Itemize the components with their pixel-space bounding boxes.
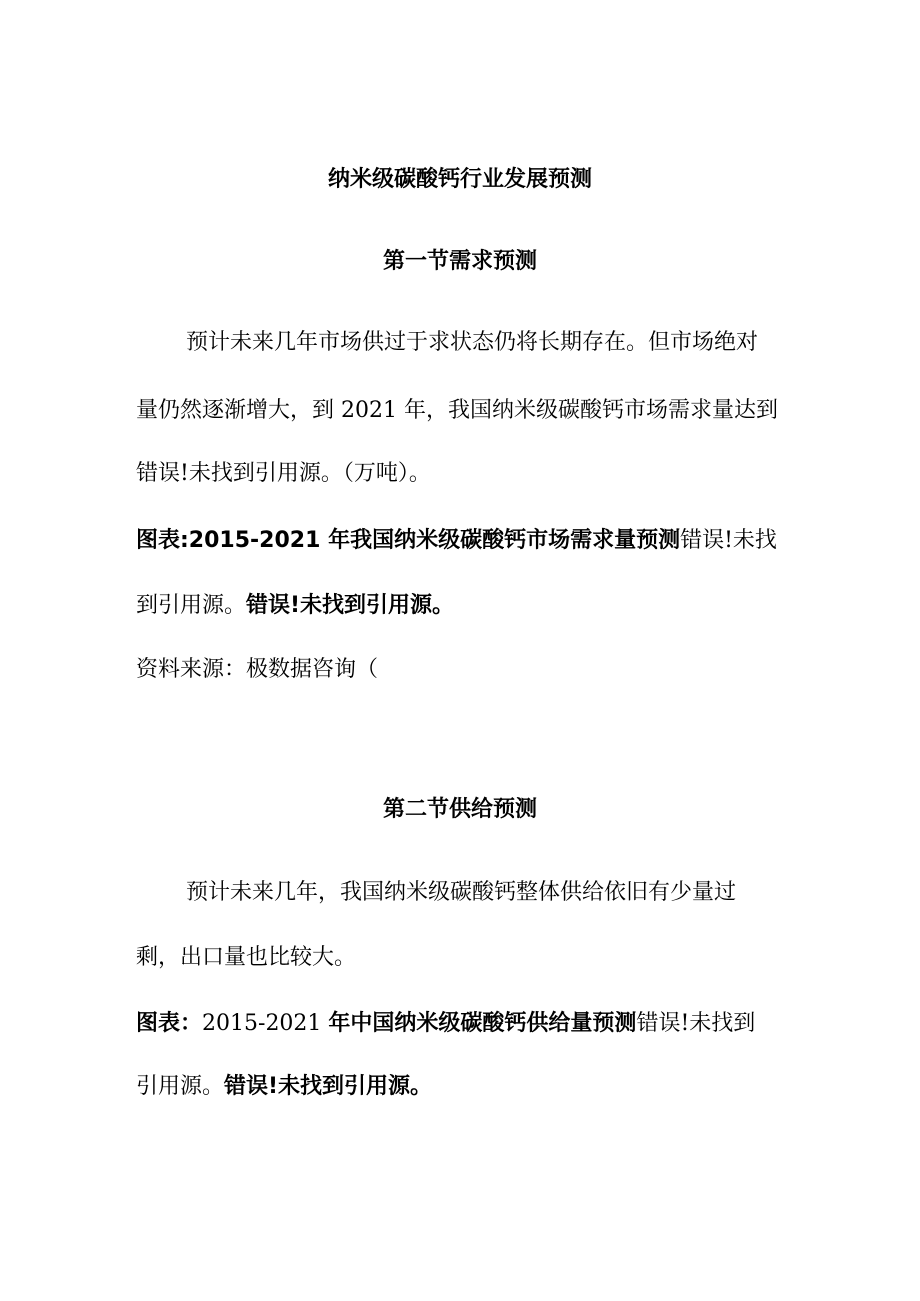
reference-error: 错误!未找到 bbox=[636, 1011, 756, 1036]
reference-error: 错误!未找 bbox=[680, 528, 777, 553]
reference-error-bold: 错误!未找到引用源。 bbox=[224, 1074, 433, 1099]
figure-caption-supply bbox=[136, 1010, 796, 1038]
figure-caption-supply-cont bbox=[136, 1073, 796, 1101]
paragraph-line: 错误!未找到引用源。（万吨）。 bbox=[136, 461, 431, 486]
figure-title: 年我国纳米级碳酸钙市场需求量预测 bbox=[328, 528, 681, 553]
paragraph-line: 量仍然逐渐增大，到 2021 年，我国纳米级碳酸钙市场需求量达到 bbox=[136, 398, 778, 423]
figure-label: 图表： bbox=[136, 1011, 203, 1036]
section-heading-demand: 第一节需求预测 bbox=[382, 249, 537, 274]
paragraph-line: 预计未来几年市场供过于求状态仍将长期存在。但市场绝对 bbox=[186, 330, 759, 355]
paragraph-line: 预计未来几年，我国纳米级碳酸钙整体供给依旧有少量过 bbox=[186, 880, 737, 905]
reference-error-bold: 错误!未找到引用源。 bbox=[246, 593, 455, 618]
figure-title: 年中国纳米级碳酸钙供给量预测 bbox=[328, 1011, 637, 1036]
source-note: 资料来源：极数据咨询（ bbox=[136, 657, 379, 682]
reference-error: 到引用源。 bbox=[136, 593, 247, 618]
figure-caption-demand-cont bbox=[136, 592, 796, 620]
document-title: 纳米级碳酸钙行业发展预测 bbox=[327, 167, 592, 192]
figure-label: 图表:2015-2021 bbox=[136, 528, 329, 553]
section-heading-supply: 第二节供给预测 bbox=[382, 797, 537, 822]
figure-caption-demand bbox=[136, 527, 796, 555]
reference-error: 引用源。 bbox=[136, 1074, 225, 1099]
paragraph-line: 剩，出口量也比较大。 bbox=[136, 945, 357, 970]
figure-year: 2015-2021 bbox=[202, 1011, 329, 1036]
